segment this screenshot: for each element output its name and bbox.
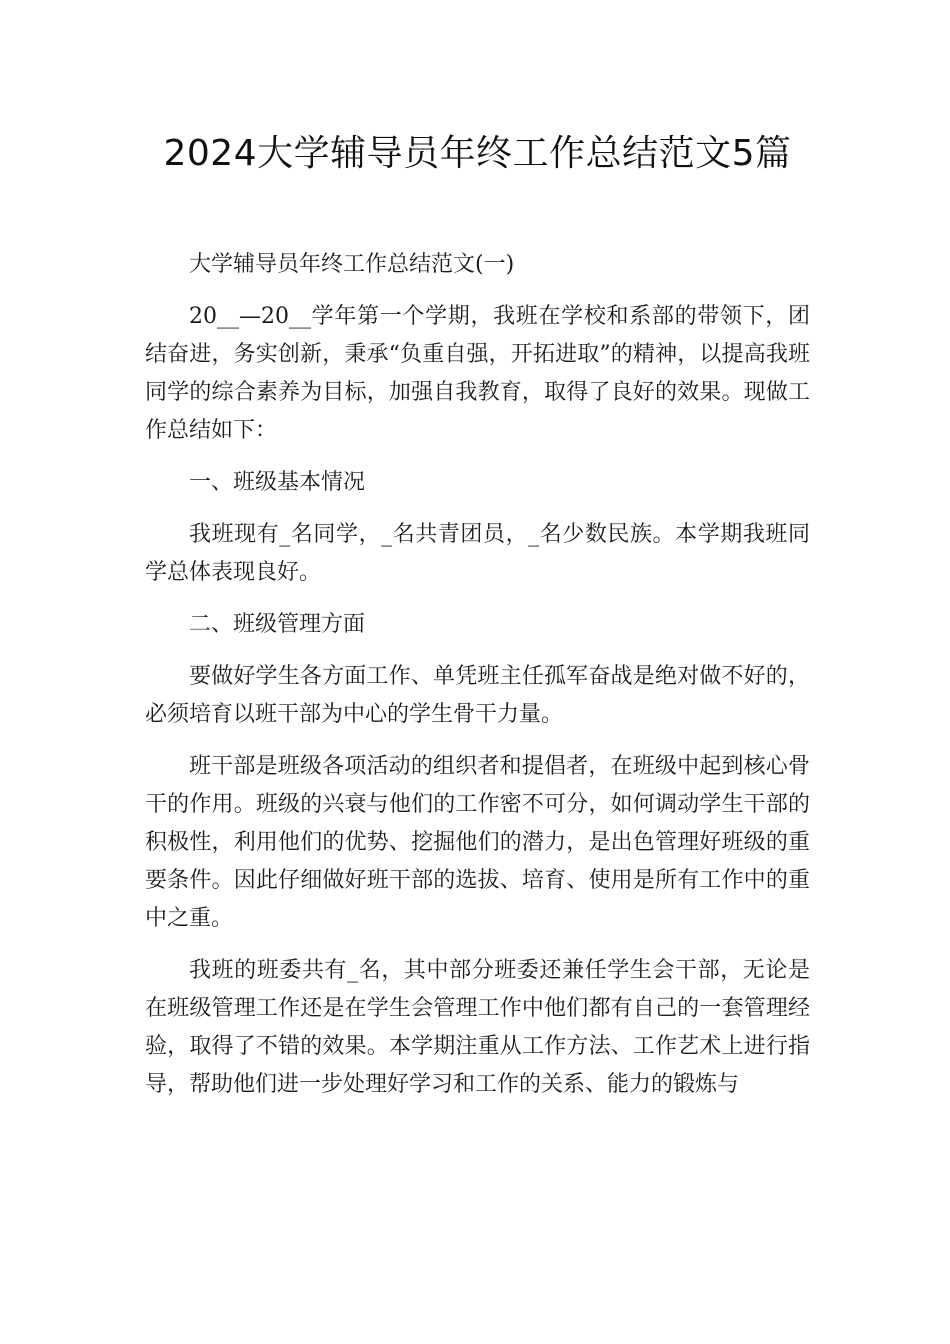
management-paragraph-3: 我班的班委共有_名，其中部分班委还兼任学生会干部，无论是在班级管理工作还是在学生会管理工作中他们都有自己的一套管理经验，取得了不错的效果。本学期注重从工作方法、工作艺术上进行指导，帮助他们进一步处理好学习和工作的关系、能力的锻炼与 (145, 958, 810, 1097)
intro-paragraph: 20__—20__学年第一个学期，我班在学校和系部的带领下，团结奋进，务实创新，秉承“负重自强，开拓进取”的精神，以提高我班同学的综合素养为目标，加强自我教育，取得了良好的效果。现做工作总结如下： (145, 304, 810, 443)
section-heading-class-management: 二、班级管理方面 (189, 612, 366, 637)
document-body (145, 246, 810, 1104)
management-paragraph-2: 班干部是班级各项活动的组织者和提倡者，在班级中起到核心骨干的作用。班级的兴衰与他们的工作密不可分，如何调动学生干部的积极性，利用他们的优势、挖掘他们的潜力，是出色管理好班级的重要条件。因此仔细做好班干部的选拔、培育、使用是所有工作中的重中之重。 (145, 754, 810, 931)
section-heading-class-basics: 一、班级基本情况 (189, 470, 366, 495)
document-title: 2024大学辅导员年终工作总结范文5篇 (163, 133, 792, 174)
section-heading-sample-one: 大学辅导员年终工作总结范文(一) (189, 252, 515, 277)
management-paragraph-1: 要做好学生各方面工作、单凭班主任孤军奋战是绝对做不好的，必须培育以班干部为中心的学生骨干力量。 (145, 664, 810, 727)
class-basics-paragraph: 我班现有_名同学，_名共青团员，_名少数民族。本学期我班同学总体表现良好。 (145, 522, 810, 585)
